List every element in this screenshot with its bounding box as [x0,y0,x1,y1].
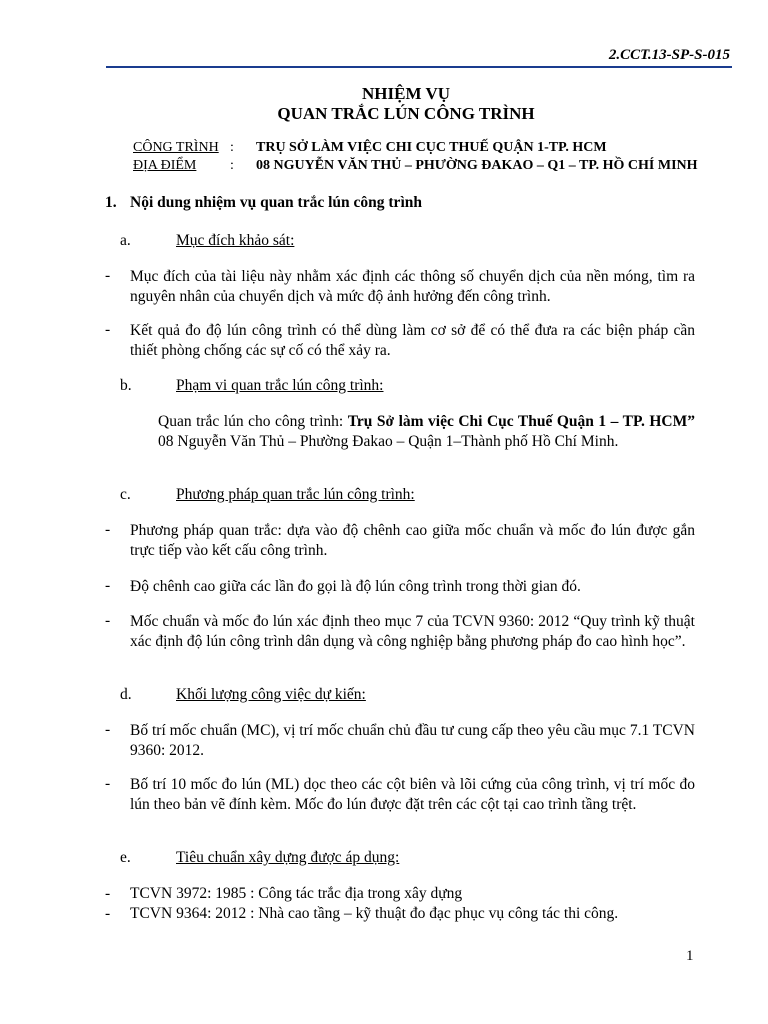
location-separator: : [230,158,234,173]
paragraph-benchmark: Mốc chuẩn và mốc đo lún xác định theo mục 7 của TCVN 9360: 2012 “Quy trình kỹ thuật xác định độ lún công trình dân dụng và công nghiệp bằng phương pháp đo cao hình học”. [130,613,695,650]
subsection-b-letter: b. [120,377,132,394]
subsection-d-letter: d. [120,686,132,703]
subsection-c-letter: c. [120,486,131,503]
bullet-dash: - [105,885,111,902]
paragraph-height-difference: Độ chênh cao giữa các lần đo gọi là độ lún công trình trong thời gian đó. [130,578,581,595]
subsection-a-letter: a. [120,232,131,249]
subsection-d-label: Khối lượng công việc dự kiến: [176,686,366,703]
section-number: 1. [105,194,117,211]
project-label: CÔNG TRÌNH [133,140,219,155]
document-code: 2.CCT.13-SP-S-015 [608,47,730,63]
section-heading: Nội dung nhiệm vụ quan trắc lún công trình [130,194,422,211]
paragraph-result-use: Kết quả đo độ lún công trình có thể dùng làm cơ sở để có thể đưa ra các biện pháp cần thiết phòng chống các sự cố có thể xảy ra. [130,322,695,359]
bullet-dash: - [105,267,111,284]
bullet-dash: - [105,521,111,538]
bullet-dash: - [105,577,111,594]
scope-prefix: Quan trắc lún cho công trình: [158,413,348,430]
paragraph-method: Phương pháp quan trắc: dựa vào độ chênh cao giữa mốc chuẩn và mốc đo lún được gắn trực tiếp vào kết cấu công trình. [130,522,695,559]
project-value: TRỤ SỞ LÀM VIỆC CHI CỤC THUẾ QUẬN 1-TP. HCM [256,140,607,155]
title-line-1: NHIỆM VỤ [362,84,450,103]
paragraph-settlement-points: Bố trí 10 mốc đo lún (ML) dọc theo các cột biên và lõi cứng của công trình, vị trí mốc đo lún theo bản vẽ đính kèm. Mốc đo lún được đặt trên các cột tại cao trình tầng trệt. [130,776,695,813]
subsection-a-label: Mục đích khảo sát: [176,232,295,249]
standard-item: TCVN 9364: 2012 : Nhà cao tầng – kỹ thuật đo đạc phục vụ công tác thi công. [130,905,619,922]
page-number: 1 [686,948,694,964]
paragraph-benchmark-layout: Bố trí mốc chuẩn (MC), vị trí mốc chuẩn chủ đầu tư cung cấp theo yêu cầu mục 7.1 TCVN 9360: 2012. [130,722,695,759]
bullet-dash: - [105,612,111,629]
location-label: ĐỊA ĐIỂM [133,158,197,173]
standard-item: TCVN 3972: 1985 : Công tác trắc địa trong xây dựng [130,885,463,902]
bullet-dash: - [105,905,111,922]
bullet-dash: - [105,721,111,738]
scope-address: 08 Nguyễn Văn Thủ – Phường Đakao – Quận 1–Thành phố Hồ Chí Minh. [158,432,619,450]
bullet-dash: - [105,321,111,338]
title-line-2: QUAN TRẮC LÚN CÔNG TRÌNH [277,104,535,123]
location-value: 08 NGUYỄN VĂN THỦ – PHƯỜNG ĐAKAO – Q1 – TP. HỒ CHÍ MINH [256,158,698,173]
project-separator: : [230,140,234,155]
paragraph-purpose: Mục đích của tài liệu này nhằm xác định các thông số chuyển dịch của nền móng, tìm ra nguyên nhân của chuyển dịch và mức độ ảnh hưởng đến công trình. [130,268,695,305]
header-rule [106,66,732,68]
subsection-e-letter: e. [120,849,131,866]
subsection-c-label: Phương pháp quan trắc lún công trình: [176,486,415,503]
subsection-e-label: Tiêu chuẩn xây dựng được áp dụng: [176,849,400,866]
bullet-dash: - [105,775,111,792]
scope-project-name: Trụ Sở làm việc Chi Cục Thuế Quận 1 – TP. HCM” [347,413,695,430]
subsection-b-label: Phạm vi quan trắc lún công trình: [176,377,384,394]
paragraph-scope [158,412,695,451]
